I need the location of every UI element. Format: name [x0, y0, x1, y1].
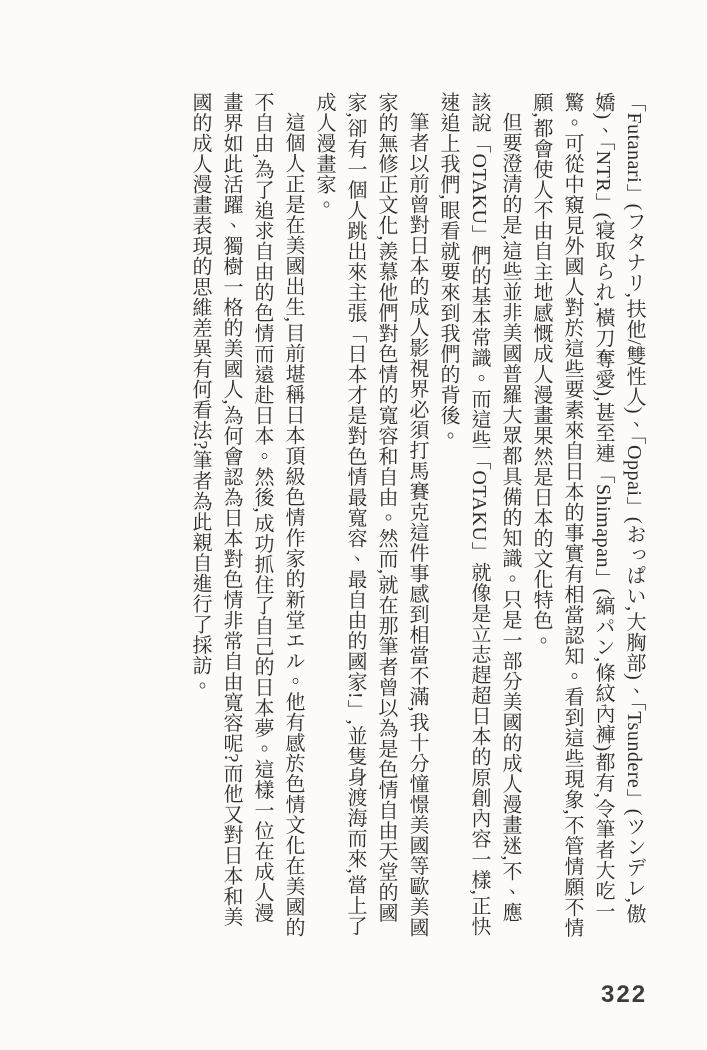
paragraph-continuation: 「Futanari」(フタナリ,扶他/雙性人)、「Oppai」(おっぱい,大胸部)、「Tsundere」(ツンデレ,傲嬌)、「NTR」(寝取られ,橫刀奪愛),甚至連「Shimapan」(縞パン,條紋內褲)都有,令筆者大吃一驚。可從中窺見外國人對於這些要素來自日本的事實有相當認知。看到這些現象,不管情願不情願,都會使人不由自主地感慨成人漫畫果然是日本的文化特色。 — [530, 92, 645, 938]
paragraph: 這個人正是在美國出生,目前堪稱日本頂級色情作家的新堂エル。他有感於色情文化在美國的不自由,為了追求自由的色情而遠赴日本。然後,成功抓住了自己的日本夢。這樣一位在成人漫畫界如此活躍、獨樹一格的美國人,為何會認為日本對色情非常自由寬容呢?而他又對日本和美國的成人漫畫表現的思維差異有何看法?筆者為此親自進行了採訪。 — [189, 92, 304, 938]
page-number: 322 — [601, 981, 648, 1008]
vertical-text-block — [184, 92, 649, 938]
paragraph: 但要澄清的是,這些並非美國普羅大眾都具備的知識。只是一部分美國的成人漫畫迷,不、應該說「OTAKU」們的基本常識。而這些「OTAKU」就像是立志趕超日本的原創內容一樣,正快速追上我們,眼看就要來到我們的背後。 — [437, 92, 521, 937]
paragraph: 筆者以前曾對日本的成人影視界必須打馬賽克這件事感到相當不滿,我十分憧憬美國等歐美國家的無修正文化,羨慕他們對色情的寬容和自由。然而,就在那筆者曾以為是色情自由天堂的國家,卻有一個人跳出來主張「日本才是對色情最寬容、最自由的國家!」,並隻身渡海而來,當上了成人漫畫家。 — [313, 92, 428, 938]
